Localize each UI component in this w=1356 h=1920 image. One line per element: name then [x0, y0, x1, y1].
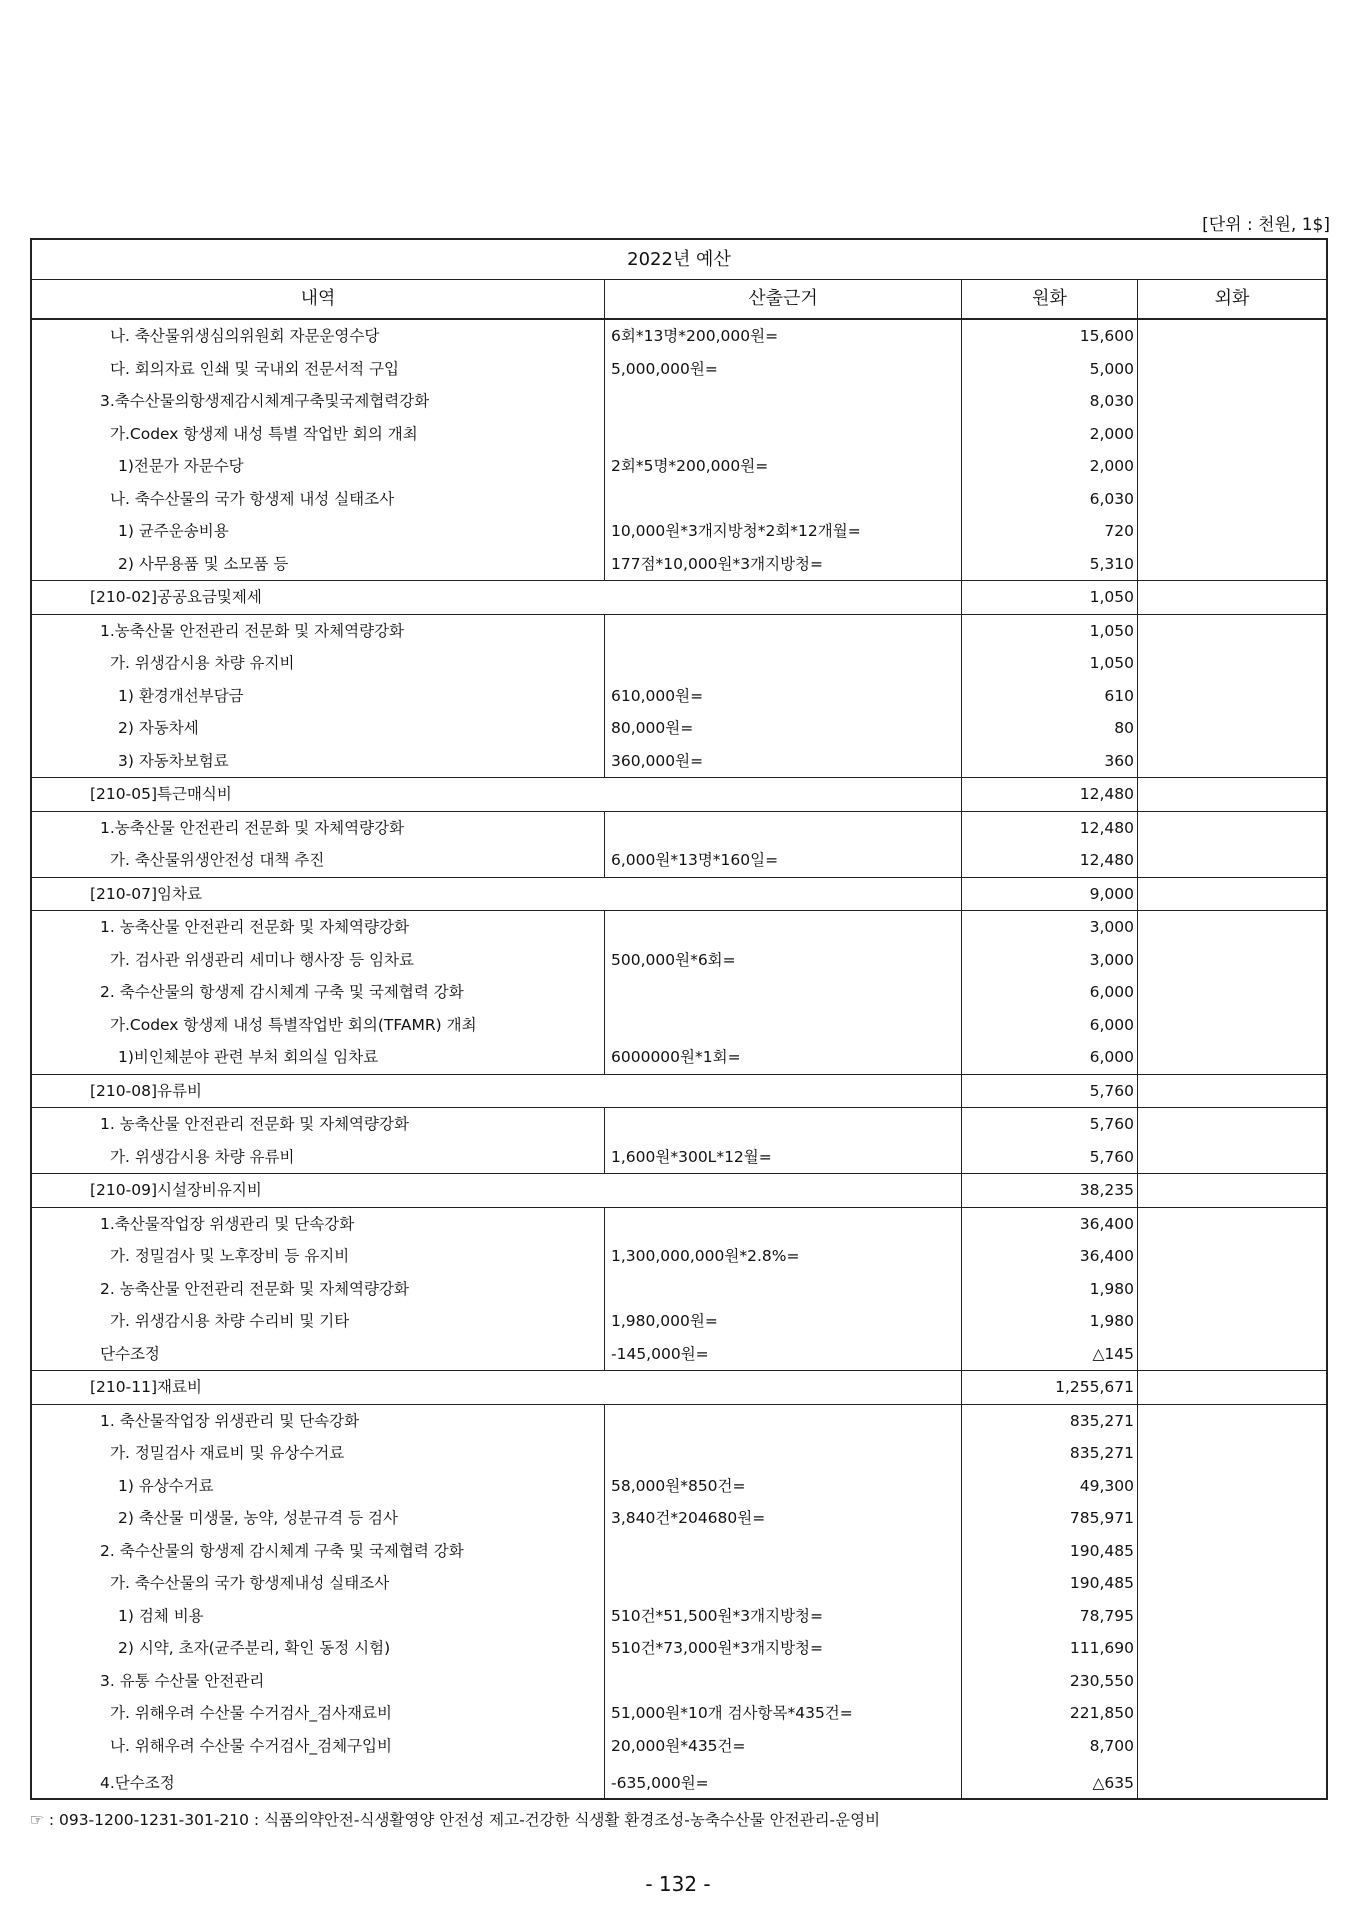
- row-fx: [1138, 844, 1326, 877]
- row-basis: [605, 1208, 962, 1241]
- row-basis: 610,000원=: [605, 680, 962, 713]
- row-label: 가. 축수산물의 국가 항생제내성 실태조사: [32, 1567, 605, 1600]
- table-row: [32, 614, 1326, 648]
- table-row: [32, 1600, 1326, 1633]
- row-krw: 15,600: [962, 320, 1138, 353]
- row-fx: [1138, 1730, 1326, 1763]
- row-label: 2) 사무용품 및 소모품 등: [32, 548, 605, 581]
- row-krw: 720: [962, 515, 1138, 548]
- row-basis: 80,000원=: [605, 712, 962, 745]
- row-krw: 38,235: [962, 1174, 1138, 1207]
- row-krw: 835,271: [962, 1405, 1138, 1438]
- row-basis: 360,000원=: [605, 745, 962, 778]
- category-row: [32, 1173, 1326, 1207]
- row-label: 4.단수조정: [32, 1762, 605, 1798]
- row-basis: 51,000원*10개 검사항목*435건=: [605, 1697, 962, 1730]
- category-label: [210-05]특근매식비: [32, 778, 962, 811]
- row-fx: [1138, 1208, 1326, 1241]
- row-fx: [1138, 944, 1326, 977]
- table-row: [32, 1207, 1326, 1241]
- row-fx: [1138, 353, 1326, 386]
- row-fx: [1138, 615, 1326, 648]
- table-row: [32, 1305, 1326, 1338]
- row-label: 1) 검체 비용: [32, 1600, 605, 1633]
- category-label: [210-08]유류비: [32, 1075, 962, 1108]
- table-row: [32, 1697, 1326, 1730]
- table-row: [32, 976, 1326, 1009]
- table-row: [32, 353, 1326, 386]
- row-basis: [605, 1009, 962, 1042]
- row-label: 가.Codex 항생제 내성 특별작업반 회의(TFAMR) 개최: [32, 1009, 605, 1042]
- row-fx: [1138, 1502, 1326, 1535]
- category-row: [32, 877, 1326, 911]
- row-basis: [605, 1108, 962, 1141]
- row-krw: 6,000: [962, 1041, 1138, 1074]
- table-row: [32, 515, 1326, 548]
- row-label: 가. 정밀검사 재료비 및 유상수거료: [32, 1437, 605, 1470]
- row-basis: [605, 1665, 962, 1698]
- row-fx: [1138, 1338, 1326, 1371]
- row-basis: 177점*10,000원*3개지방청=: [605, 548, 962, 581]
- row-krw: 8,030: [962, 385, 1138, 418]
- row-fx: [1138, 778, 1326, 811]
- category-label: [210-07]임차료: [32, 878, 962, 911]
- row-basis: [605, 1535, 962, 1568]
- row-label: 1) 환경개선부담금: [32, 680, 605, 713]
- header-krw: 원화: [962, 280, 1138, 318]
- row-krw: 5,760: [962, 1108, 1138, 1141]
- row-basis: [605, 812, 962, 845]
- row-krw: 360: [962, 745, 1138, 778]
- row-krw: 80: [962, 712, 1138, 745]
- table-row: [32, 712, 1326, 745]
- row-fx: [1138, 1041, 1326, 1074]
- row-label: 나. 위해우려 수산물 수거검사_검체구입비: [32, 1730, 605, 1763]
- table-row: [32, 483, 1326, 516]
- row-krw: 3,000: [962, 944, 1138, 977]
- row-fx: [1138, 1437, 1326, 1470]
- table-row: [32, 1632, 1326, 1665]
- row-krw: 230,550: [962, 1665, 1138, 1698]
- row-basis: 6000000원*1회=: [605, 1041, 962, 1074]
- table-header: [32, 280, 1326, 320]
- page-number: - 132 -: [645, 1872, 711, 1896]
- row-krw: 9,000: [962, 878, 1138, 911]
- row-fx: [1138, 1240, 1326, 1273]
- row-fx: [1138, 812, 1326, 845]
- row-basis: [605, 418, 962, 451]
- row-label: 가. 위생감시용 차량 유지비: [32, 647, 605, 680]
- row-fx: [1138, 320, 1326, 353]
- category-row: [32, 777, 1326, 811]
- row-label: 단수조정: [32, 1338, 605, 1371]
- row-fx: [1138, 418, 1326, 451]
- row-basis: [605, 647, 962, 680]
- table-row: [32, 320, 1326, 353]
- row-krw: 1,255,671: [962, 1371, 1138, 1404]
- row-label: 1)전문가 자문수당: [32, 450, 605, 483]
- table-row: [32, 1470, 1326, 1503]
- row-label: 가. 위생감시용 차량 수리비 및 기타: [32, 1305, 605, 1338]
- table-caption: 2022년 예산: [32, 240, 1326, 280]
- row-label: 2. 농축산물 안전관리 전문화 및 자체역량강화: [32, 1273, 605, 1306]
- row-basis: 1,980,000원=: [605, 1305, 962, 1338]
- row-basis: [605, 483, 962, 516]
- row-label: 2) 시약, 초자(균주분리, 확인 동정 시험): [32, 1632, 605, 1665]
- row-fx: [1138, 1009, 1326, 1042]
- table-row: [32, 1240, 1326, 1273]
- row-label: 나. 축수산물의 국가 항생제 내성 실태조사: [32, 483, 605, 516]
- row-label: 다. 회의자료 인쇄 및 국내외 전문서적 구입: [32, 353, 605, 386]
- table-row: [32, 548, 1326, 581]
- row-krw: 1,050: [962, 647, 1138, 680]
- row-krw: △635: [962, 1762, 1138, 1798]
- row-fx: [1138, 1305, 1326, 1338]
- row-fx: [1138, 1600, 1326, 1633]
- row-krw: 78,795: [962, 1600, 1138, 1633]
- row-krw: 2,000: [962, 450, 1138, 483]
- row-label: 2) 자동차세: [32, 712, 605, 745]
- row-fx: [1138, 1405, 1326, 1438]
- row-basis: 58,000원*850건=: [605, 1470, 962, 1503]
- table-row: [32, 647, 1326, 680]
- row-fx: [1138, 581, 1326, 614]
- row-krw: 1,050: [962, 581, 1138, 614]
- row-fx: [1138, 1470, 1326, 1503]
- row-basis: -635,000원=: [605, 1762, 962, 1798]
- row-fx: [1138, 548, 1326, 581]
- row-krw: 36,400: [962, 1208, 1138, 1241]
- row-krw: 111,690: [962, 1632, 1138, 1665]
- row-basis: 510건*73,000원*3개지방청=: [605, 1632, 962, 1665]
- footer-note: ☞ : 093-1200-1231-301-210 : 식품의약안전-식생활영양 안전성 제고-건강한 식생활 환경조성-농축수산물 안전관리-운영비: [30, 1811, 881, 1829]
- table-row: [32, 844, 1326, 877]
- table-row: [32, 811, 1326, 845]
- row-fx: [1138, 450, 1326, 483]
- row-fx: [1138, 1762, 1326, 1798]
- row-krw: 190,485: [962, 1567, 1138, 1600]
- row-label: 3) 자동차보험료: [32, 745, 605, 778]
- table-row: [32, 1437, 1326, 1470]
- category-row: [32, 1074, 1326, 1108]
- row-krw: 785,971: [962, 1502, 1138, 1535]
- category-row: [32, 1370, 1326, 1404]
- row-fx: [1138, 1273, 1326, 1306]
- row-krw: 49,300: [962, 1470, 1138, 1503]
- row-basis: [605, 1273, 962, 1306]
- row-basis: [605, 385, 962, 418]
- category-label: [210-11]재료비: [32, 1371, 962, 1404]
- table-body: [32, 320, 1326, 1798]
- row-label: 3.축수산물의항생제감시체계구축및국제협력강화: [32, 385, 605, 418]
- table-row: [32, 1273, 1326, 1306]
- row-basis: [605, 615, 962, 648]
- row-label: 2) 축산물 미생물, 농약, 성분규격 등 검사: [32, 1502, 605, 1535]
- row-label: 2. 축수산물의 항생제 감시체계 구축 및 국제협력 강화: [32, 976, 605, 1009]
- table-row: [32, 1665, 1326, 1698]
- table-row: [32, 1567, 1326, 1600]
- row-label: 1.축산물작업장 위생관리 및 단속강화: [32, 1208, 605, 1241]
- row-basis: -145,000원=: [605, 1338, 962, 1371]
- row-fx: [1138, 1665, 1326, 1698]
- table-row: [32, 1535, 1326, 1568]
- row-fx: [1138, 1174, 1326, 1207]
- header-detail: 내역: [32, 280, 605, 318]
- row-basis: 10,000원*3개지방청*2회*12개월=: [605, 515, 962, 548]
- row-basis: 2회*5명*200,000원=: [605, 450, 962, 483]
- table-row: [32, 1009, 1326, 1042]
- row-fx: [1138, 712, 1326, 745]
- budget-table: [30, 238, 1328, 1800]
- row-label: 가. 정밀검사 및 노후장비 등 유지비: [32, 1240, 605, 1273]
- row-basis: [605, 1567, 962, 1600]
- row-krw: 8,700: [962, 1730, 1138, 1763]
- row-basis: [605, 976, 962, 1009]
- header-basis: 산출근거: [605, 280, 962, 318]
- row-label: 나. 축산물위생심의위원회 자문운영수당: [32, 320, 605, 353]
- row-fx: [1138, 878, 1326, 911]
- row-basis: 3,840건*204680원=: [605, 1502, 962, 1535]
- row-krw: 610: [962, 680, 1138, 713]
- row-basis: 510건*51,500원*3개지방청=: [605, 1600, 962, 1633]
- table-row: [32, 1141, 1326, 1174]
- row-fx: [1138, 1371, 1326, 1404]
- row-krw: 835,271: [962, 1437, 1138, 1470]
- row-label: 1.농축산물 안전관리 전문화 및 자체역량강화: [32, 812, 605, 845]
- row-label: 가. 위생감시용 차량 유류비: [32, 1141, 605, 1174]
- row-krw: 6,030: [962, 483, 1138, 516]
- row-label: 1)비인체분야 관련 부처 회의실 임차료: [32, 1041, 605, 1074]
- row-fx: [1138, 976, 1326, 1009]
- row-fx: [1138, 1535, 1326, 1568]
- row-krw: 2,000: [962, 418, 1138, 451]
- row-basis: 1,600원*300L*12월=: [605, 1141, 962, 1174]
- row-fx: [1138, 1567, 1326, 1600]
- table-row: [32, 385, 1326, 418]
- category-row: [32, 580, 1326, 614]
- row-label: 1. 농축산물 안전관리 전문화 및 자체역량강화: [32, 1108, 605, 1141]
- table-row: [32, 944, 1326, 977]
- row-krw: 6,000: [962, 1009, 1138, 1042]
- row-label: 1) 균주운송비용: [32, 515, 605, 548]
- row-label: 가.Codex 항생제 내성 특별 작업반 회의 개최: [32, 418, 605, 451]
- row-fx: [1138, 1632, 1326, 1665]
- table-row: [32, 1107, 1326, 1141]
- row-krw: 1,980: [962, 1305, 1138, 1338]
- row-krw: 221,850: [962, 1697, 1138, 1730]
- row-krw: 5,000: [962, 353, 1138, 386]
- row-fx: [1138, 745, 1326, 778]
- row-krw: 1,980: [962, 1273, 1138, 1306]
- table-row: [32, 1404, 1326, 1438]
- header-fx: 외화: [1214, 288, 1250, 309]
- row-fx: [1138, 483, 1326, 516]
- row-basis: 6,000원*13명*160일=: [605, 844, 962, 877]
- row-krw: 12,480: [962, 844, 1138, 877]
- row-basis: 20,000원*435건=: [605, 1730, 962, 1763]
- row-krw: 12,480: [962, 778, 1138, 811]
- row-fx: [1138, 647, 1326, 680]
- table-row: [32, 745, 1326, 778]
- table-row: [32, 910, 1326, 944]
- row-krw: 5,760: [962, 1141, 1138, 1174]
- table-row: [32, 1762, 1326, 1798]
- row-krw: 3,000: [962, 911, 1138, 944]
- row-label: 가. 위해우려 수산물 수거검사_검사재료비: [32, 1697, 605, 1730]
- row-krw: 190,485: [962, 1535, 1138, 1568]
- row-krw: 36,400: [962, 1240, 1138, 1273]
- category-label: [210-02]공공요금및제세: [32, 581, 962, 614]
- row-basis: 6회*13명*200,000원=: [605, 320, 962, 353]
- table-row: [32, 1730, 1326, 1763]
- row-fx: [1138, 1108, 1326, 1141]
- row-label: 2. 축수산물의 항생제 감시체계 구축 및 국제협력 강화: [32, 1535, 605, 1568]
- row-basis: [605, 1437, 962, 1470]
- row-krw: 1,050: [962, 615, 1138, 648]
- category-label: [210-09]시설장비유지비: [32, 1174, 962, 1207]
- row-fx: [1138, 680, 1326, 713]
- table-row: [32, 450, 1326, 483]
- row-krw: △145: [962, 1338, 1138, 1371]
- row-krw: 12,480: [962, 812, 1138, 845]
- table-row: [32, 418, 1326, 451]
- row-label: 3. 유통 수산물 안전관리: [32, 1665, 605, 1698]
- row-label: 1. 농축산물 안전관리 전문화 및 자체역량강화: [32, 911, 605, 944]
- row-fx: [1138, 385, 1326, 418]
- row-fx: [1138, 515, 1326, 548]
- row-fx: [1138, 911, 1326, 944]
- row-krw: 5,760: [962, 1075, 1138, 1108]
- row-basis: 500,000원*6회=: [605, 944, 962, 977]
- row-label: 가. 축산물위생안전성 대책 추진: [32, 844, 605, 877]
- row-krw: 5,310: [962, 548, 1138, 581]
- table-row: [32, 680, 1326, 713]
- row-basis: 5,000,000원=: [605, 353, 962, 386]
- row-label: 1) 유상수거료: [32, 1470, 605, 1503]
- row-fx: [1138, 1075, 1326, 1108]
- row-basis: [605, 911, 962, 944]
- table-row: [32, 1338, 1326, 1371]
- row-fx: [1138, 1697, 1326, 1730]
- row-label: 가. 검사관 위생관리 세미나 행사장 등 임차료: [32, 944, 605, 977]
- row-fx: [1138, 1141, 1326, 1174]
- row-basis: [605, 1405, 962, 1438]
- row-basis: 1,300,000,000원*2.8%=: [605, 1240, 962, 1273]
- row-label: 1. 축산물작업장 위생관리 및 단속강화: [32, 1405, 605, 1438]
- table-row: [32, 1041, 1326, 1074]
- unit-label: [단위 : 천원, 1$]: [1202, 215, 1330, 235]
- table-row: [32, 1502, 1326, 1535]
- row-label: 1.농축산물 안전관리 전문화 및 자체역량강화: [32, 615, 605, 648]
- row-krw: 6,000: [962, 976, 1138, 1009]
